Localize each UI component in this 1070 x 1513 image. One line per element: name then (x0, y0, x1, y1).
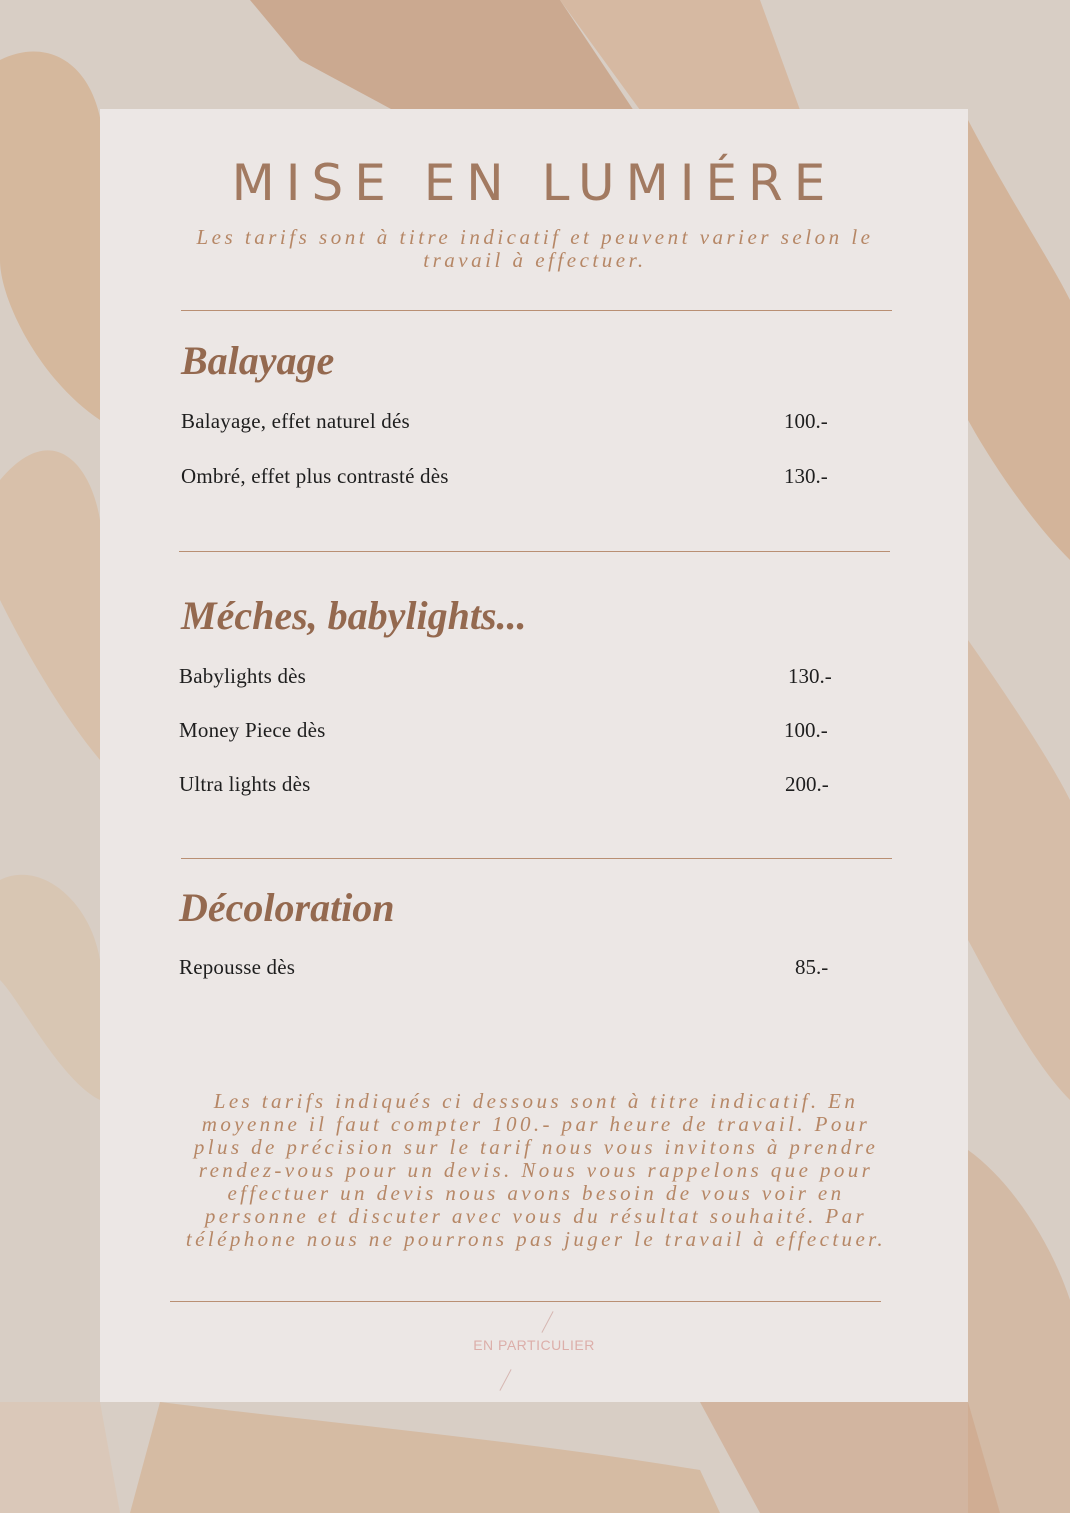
item-name: Balayage, effet naturel dés (181, 409, 410, 433)
item-price: 100.- (784, 409, 828, 433)
item-price: 130.- (784, 464, 828, 488)
divider (181, 310, 892, 311)
item-price: 100.- (784, 718, 828, 742)
brand-logo-text: EN PARTICULIER (473, 1337, 595, 1353)
section-title-meches: Méches, babylights... (181, 593, 527, 638)
section-title-decoloration: Décoloration (179, 885, 395, 930)
item-price: 200.- (785, 772, 829, 796)
price-list-card (100, 109, 968, 1402)
page-title: MISE EN LUMIÉRE (231, 154, 837, 212)
item-name: Money Piece dès (179, 718, 326, 742)
item-name: Ombré, effet plus contrasté dès (181, 464, 449, 488)
divider (181, 858, 892, 859)
divider (179, 551, 890, 552)
decorative-slash (541, 1311, 553, 1333)
item-price: 85.- (795, 955, 829, 979)
divider (170, 1301, 881, 1302)
item-name: Ultra lights dès (179, 772, 311, 796)
section-title-balayage: Balayage (181, 338, 335, 383)
item-name: Babylights dès (179, 664, 307, 688)
item-price: 130.- (788, 664, 832, 688)
decorative-slash (499, 1369, 511, 1391)
pricing-note: Les tarifs indiqués ci dessous sont à titre indicatif. En moyenne il faut compter 100.- par heure de travail. Pour plus de précision sur le tarif nous vous invitons à prendre rendez-vous pour un devis. Nous vous rappelons que pour effectuer un devis nous avons besoin de vous voir en personne et discuter avec vous du résultat souhaité. Par téléphone nous ne pourrons pas juger le travail à effectuer. (185, 1089, 887, 1251)
item-name: Repousse dès (179, 955, 296, 979)
subtitle: Les tarifs sont à titre indicatif et peuvent varier selon le travail à effectuer. (196, 225, 874, 272)
